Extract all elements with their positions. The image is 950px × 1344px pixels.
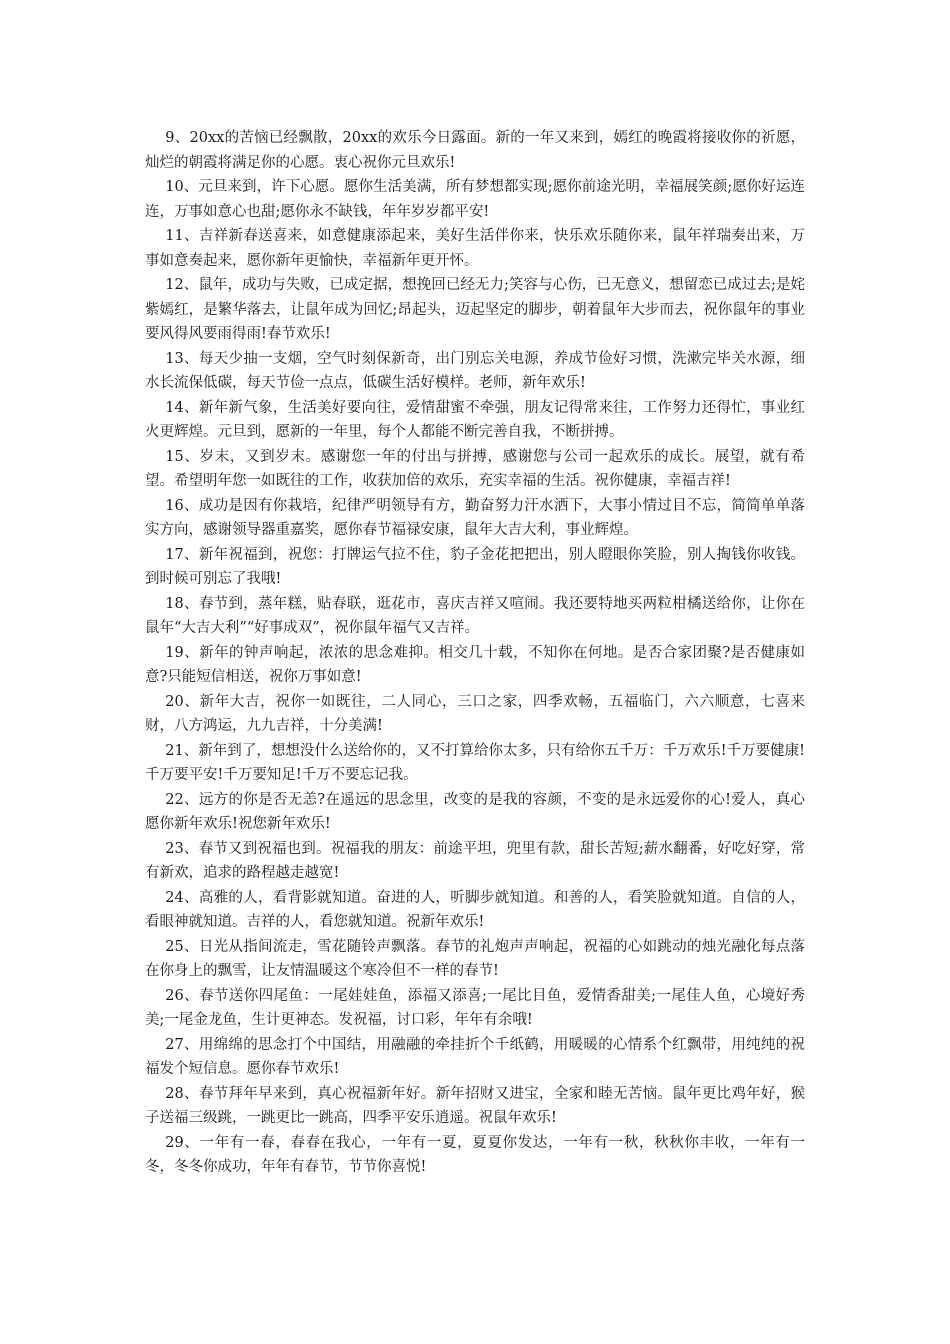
paragraph-22: 22、远方的你是否无恙?在遥远的思念里，改变的是我的容颜，不变的是永远爱你的心!爱人，真心愿你新年欢乐!祝您新年欢乐!: [145, 791, 805, 832]
paragraph-18: 18、春节到，蒸年糕，贴春联，逛花市，喜庆吉祥又喧闹。我还要特地买两粒柑橘送给你，让你在鼠年“大吉大利”“好事成双”，祝你鼠年福气又吉祥。: [145, 595, 805, 636]
paragraph-16: 16、成功是因有你栽培，纪律严明领导有方，勤奋努力汗水洒下，大事小情过目不忘，简简单单落实方向，感谢领导器重嘉奖，愿你春节福禄安康，鼠年大吉大利，事业辉煌。: [145, 497, 805, 538]
paragraph-10: 10、元旦来到，许下心愿。愿你生活美满，所有梦想都实现;愿你前途光明，幸福展笑颜;愿你好运连连，万事如意心也甜;愿你永不缺钱，年年岁岁都平安!: [145, 179, 805, 220]
paragraph-15: 15、岁末，又到岁末。感谢您一年的付出与拼搏，感谢您与公司一起欢乐的成长。展望，就有希望。希望明年您一如既往的工作，收获加倍的欢乐，充实幸福的生活。祝你健康，幸福吉祥!: [145, 448, 805, 489]
paragraph-17: 17、新年祝福到，祝您：打牌运气拉不住，豹子金花把把出，别人瞪眼你笑脸，别人掏钱你收钱。到时候可别忘了我哦!: [145, 546, 805, 587]
paragraph-11: 11、吉祥新春送喜来，如意健康添起来，美好生活伴你来，快乐欢乐随你来，鼠年祥瑞奏出来，万事如意奏起来，愿你新年更愉快，幸福新年更开怀。: [145, 228, 805, 269]
paragraph-20: 20、新年大吉，祝你一如既往，二人同心，三口之家，四季欢畅，五福临门，六六顺意，七喜来财，八方鸿运，九九吉祥，十分美满!: [145, 693, 805, 734]
paragraph-27: 27、用绵绵的思念打个中国结，用融融的牵挂折个千纸鹤，用暖暖的心情系个红飘带，用纯纯的祝福发个短信息。愿你春节欢乐!: [145, 1036, 805, 1077]
paragraph-24: 24、高雅的人，看背影就知道。奋进的人，听脚步就知道。和善的人，看笑脸就知道。自信的人，看眼神就知道。吉祥的人，看您就知道。祝新年欢乐!: [145, 889, 805, 930]
paragraph-23: 23、春节又到祝福也到。祝福我的朋友：前途平坦，兜里有款，甜长苦短;薪水翻番，好吃好穿，常有新欢，追求的路程越走越宽!: [145, 840, 805, 881]
paragraph-25: 25、日光从指间流走，雪花随铃声飘落。春节的礼炮声声响起，祝福的心如跳动的烛光融化每点落在你身上的飘雪，让友情温暖这个寒冷但不一样的春节!: [145, 938, 805, 979]
document-body: [145, 126, 805, 1180]
paragraph-19: 19、新年的钟声响起，浓浓的思念难抑。相交几十载，不知你在何地。是否合家团聚?是否健康如意?只能短信相送，祝你万事如意!: [145, 644, 805, 685]
paragraph-13: 13、每天少抽一支烟，空气时刻保新奇，出门别忘关电源，养成节俭好习惯，洗漱完毕关水源，细水长流保低碳，每天节俭一点点，低碳生活好模样。老师，新年欢乐!: [145, 350, 805, 391]
paragraph-14: 14、新年新气象，生活美好要向往，爱情甜蜜不牵强，朋友记得常来往，工作努力还得忙，事业红火更辉煌。元旦到，愿新的一年里，每个人都能不断完善自我，不断拼搏。: [145, 399, 805, 440]
paragraph-9: 9、20xx的苦恼已经飘散，20xx的欢乐今日露面。新的一年又来到，嫣红的晚霞将接收你的祈愿，灿烂的朝霞将满足你的心愿。衷心祝你元旦欢乐!: [145, 130, 805, 171]
paragraph-29: 29、一年有一春，春春在我心，一年有一夏，夏夏你发达，一年有一秋，秋秋你丰收，一年有一冬，冬冬你成功，年年有春节，节节你喜悦!: [145, 1134, 805, 1175]
paragraph-12: 12、鼠年，成功与失败，已成定据，想挽回已经无力;笑容与心伤，已无意义，想留恋已成过去;是姹紫嫣红，是繁华落去，让鼠年成为回忆;昂起头，迈起坚定的脚步，朝着鼠年大步而去，祝你鼠年的事业要风得风要雨得雨!春节欢乐!: [145, 277, 805, 342]
paragraph-21: 21、新年到了，想想没什么送给你的，又不打算给你太多，只有给你五千万：千万欢乐!千万要健康!千万要平安!千万要知足!千万不要忘记我。: [145, 742, 805, 783]
paragraph-28: 28、春节拜年早来到，真心祝福新年好。新年招财又进宝，全家和睦无苦恼。鼠年更比鸡年好，猴子送福三级跳，一跳更比一跳高，四季平安乐逍遥。祝鼠年欢乐!: [145, 1085, 805, 1126]
paragraph-26: 26、春节送你四尾鱼：一尾娃娃鱼，添福又添喜;一尾比目鱼，爱情香甜美;一尾佳人鱼，心境好秀美;一尾金龙鱼，生计更神态。发祝福，讨口彩，年年有余哦!: [145, 987, 805, 1028]
